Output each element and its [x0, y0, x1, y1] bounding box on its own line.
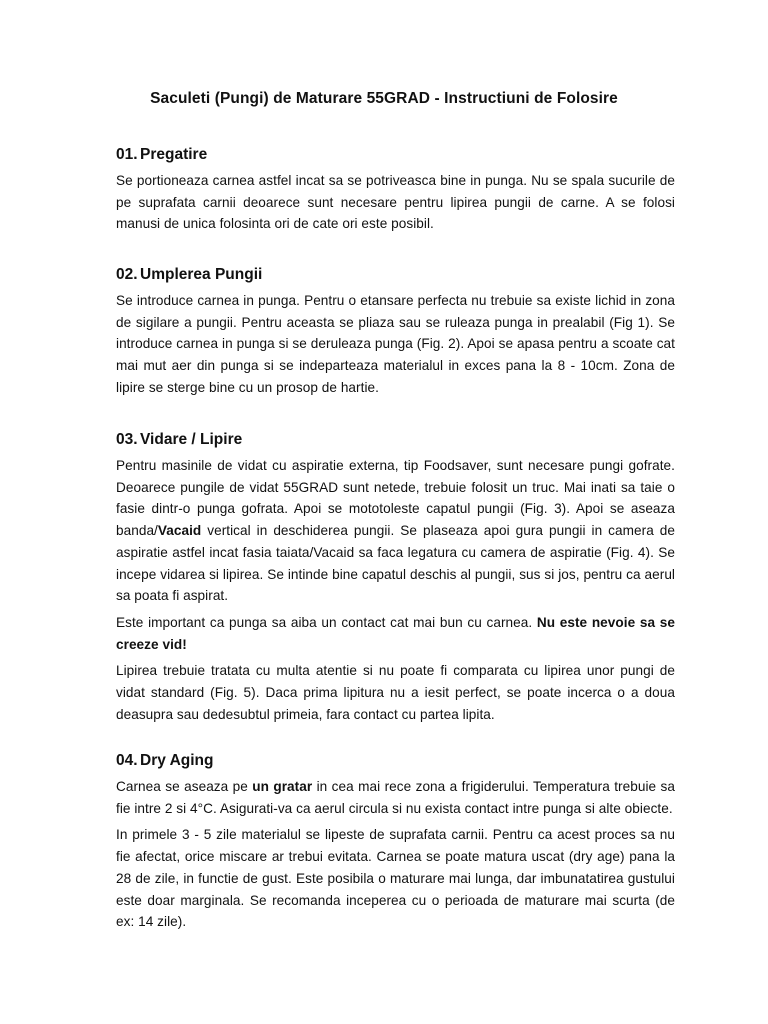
paragraph: Carnea se aseaza pe un gratar in cea mai rece zona a frigiderului. Temperatura trebuie sa fie intre 2 si 4°C. Asigurati-va ca aerul circula si nu exista contact intre punga si alte obiecte.: [116, 779, 675, 816]
section-title: Umplerea Pungii: [140, 266, 263, 283]
document-title: Saculeti (Pungi) de Maturare 55GRAD - Instructiuni de Folosire: [150, 90, 618, 107]
section-heading: [116, 431, 675, 449]
paragraph: Pentru masinile de vidat cu aspiratie externa, tip Foodsaver, sunt necesare pungi gofrate. Deoarece pungile de vidat 55GRAD sunt netede, trebuie folosit un truc. Mai inati sa taie o fasie dintr-o punga gofrata. Apoi se mototoleste capatul pungii (Fig. 3). Apoi se aseaza banda/Vacaid vertical in deschiderea pungii. Se plaseaza apoi gura pungii in camera de aspiratie astfel incat fasia taiata/Vacaid sa faca legatura cu camera de aspiratie (Fig. 4). Se incepe vidarea si lipirea. Se intinde bine capatul deschis al pungii, sus si jos, pentru ca aerul sa poata fi aspirat.: [116, 458, 675, 604]
section-dry-aging: [116, 752, 675, 933]
section-heading: [116, 266, 675, 284]
section-number: 03.: [116, 431, 138, 448]
section-title: Dry Aging: [140, 752, 214, 769]
section-umplerea-pungii: [116, 266, 675, 399]
section-number: 04.: [116, 752, 138, 769]
section-number: 02.: [116, 266, 138, 283]
bold-warning: Nu este nevoie sa se creeze vid!: [116, 614, 675, 652]
section-title: Pregatire: [140, 146, 208, 163]
paragraph: Se introduce carnea in punga. Pentru o etansare perfecta nu trebuie sa existe lichid in zona de sigilare a pungii. Pentru aceasta se pliaza sau se ruleaza punga in prealabil (Fig 1). Se introduce carnea in punga si se deruleaza punga (Fig. 2). Apoi se apasa pentru a scoate cat mai mut aer din punga si se indeparteaza materialul in exces pana la 8 - 10cm. Zona de lipire se sterge bine cu un prosop de hartie.: [116, 293, 675, 395]
section-number: 01.: [116, 146, 138, 163]
section-title: Vidare / Lipire: [140, 431, 243, 448]
paragraph: Se portioneaza carnea astfel incat sa se potriveasca bine in punga. Nu se spala sucurile de pe suprafata carnii deoarece sunt necesare pentru lipirea pungii de carne. A se folosi manusi de unica folosinta ori de cate ori este posibil.: [116, 173, 675, 232]
paragraph: Este important ca punga sa aiba un contact cat mai bun cu carnea. Nu este nevoie sa se creeze vid!: [116, 614, 675, 652]
section-heading: [116, 752, 675, 770]
paragraph: Lipirea trebuie tratata cu multa atentie si nu poate fi comparata cu lipirea unor pungi de vidat standard (Fig. 5). Daca prima lipitura nu a iesit perfect, se poate incerca o a doua deasupra sau dedesubtul primeia, fara contact cu partea lipita.: [116, 663, 675, 722]
paragraph: In primele 3 - 5 zile materialul se lipeste de suprafata carnii. Pentru ca acest proces sa nu fie afectat, orice miscare ar trebui evitata. Carnea se poate matura uscat (dry age) pana la 28 de zile, in functie de gust. Este posibila o maturare mai lunga, dar imbunatatirea gustului este doar marginala. Se recomanda inceperea cu o perioada de maturare mai scurta (de ex: 14 zile).: [116, 827, 675, 930]
section-vidare-lipire: [116, 431, 675, 725]
section-heading: [116, 146, 675, 164]
section-pregatire: [116, 146, 675, 235]
bold-term: Vacaid: [157, 523, 202, 539]
bold-term: un gratar: [252, 779, 313, 794]
